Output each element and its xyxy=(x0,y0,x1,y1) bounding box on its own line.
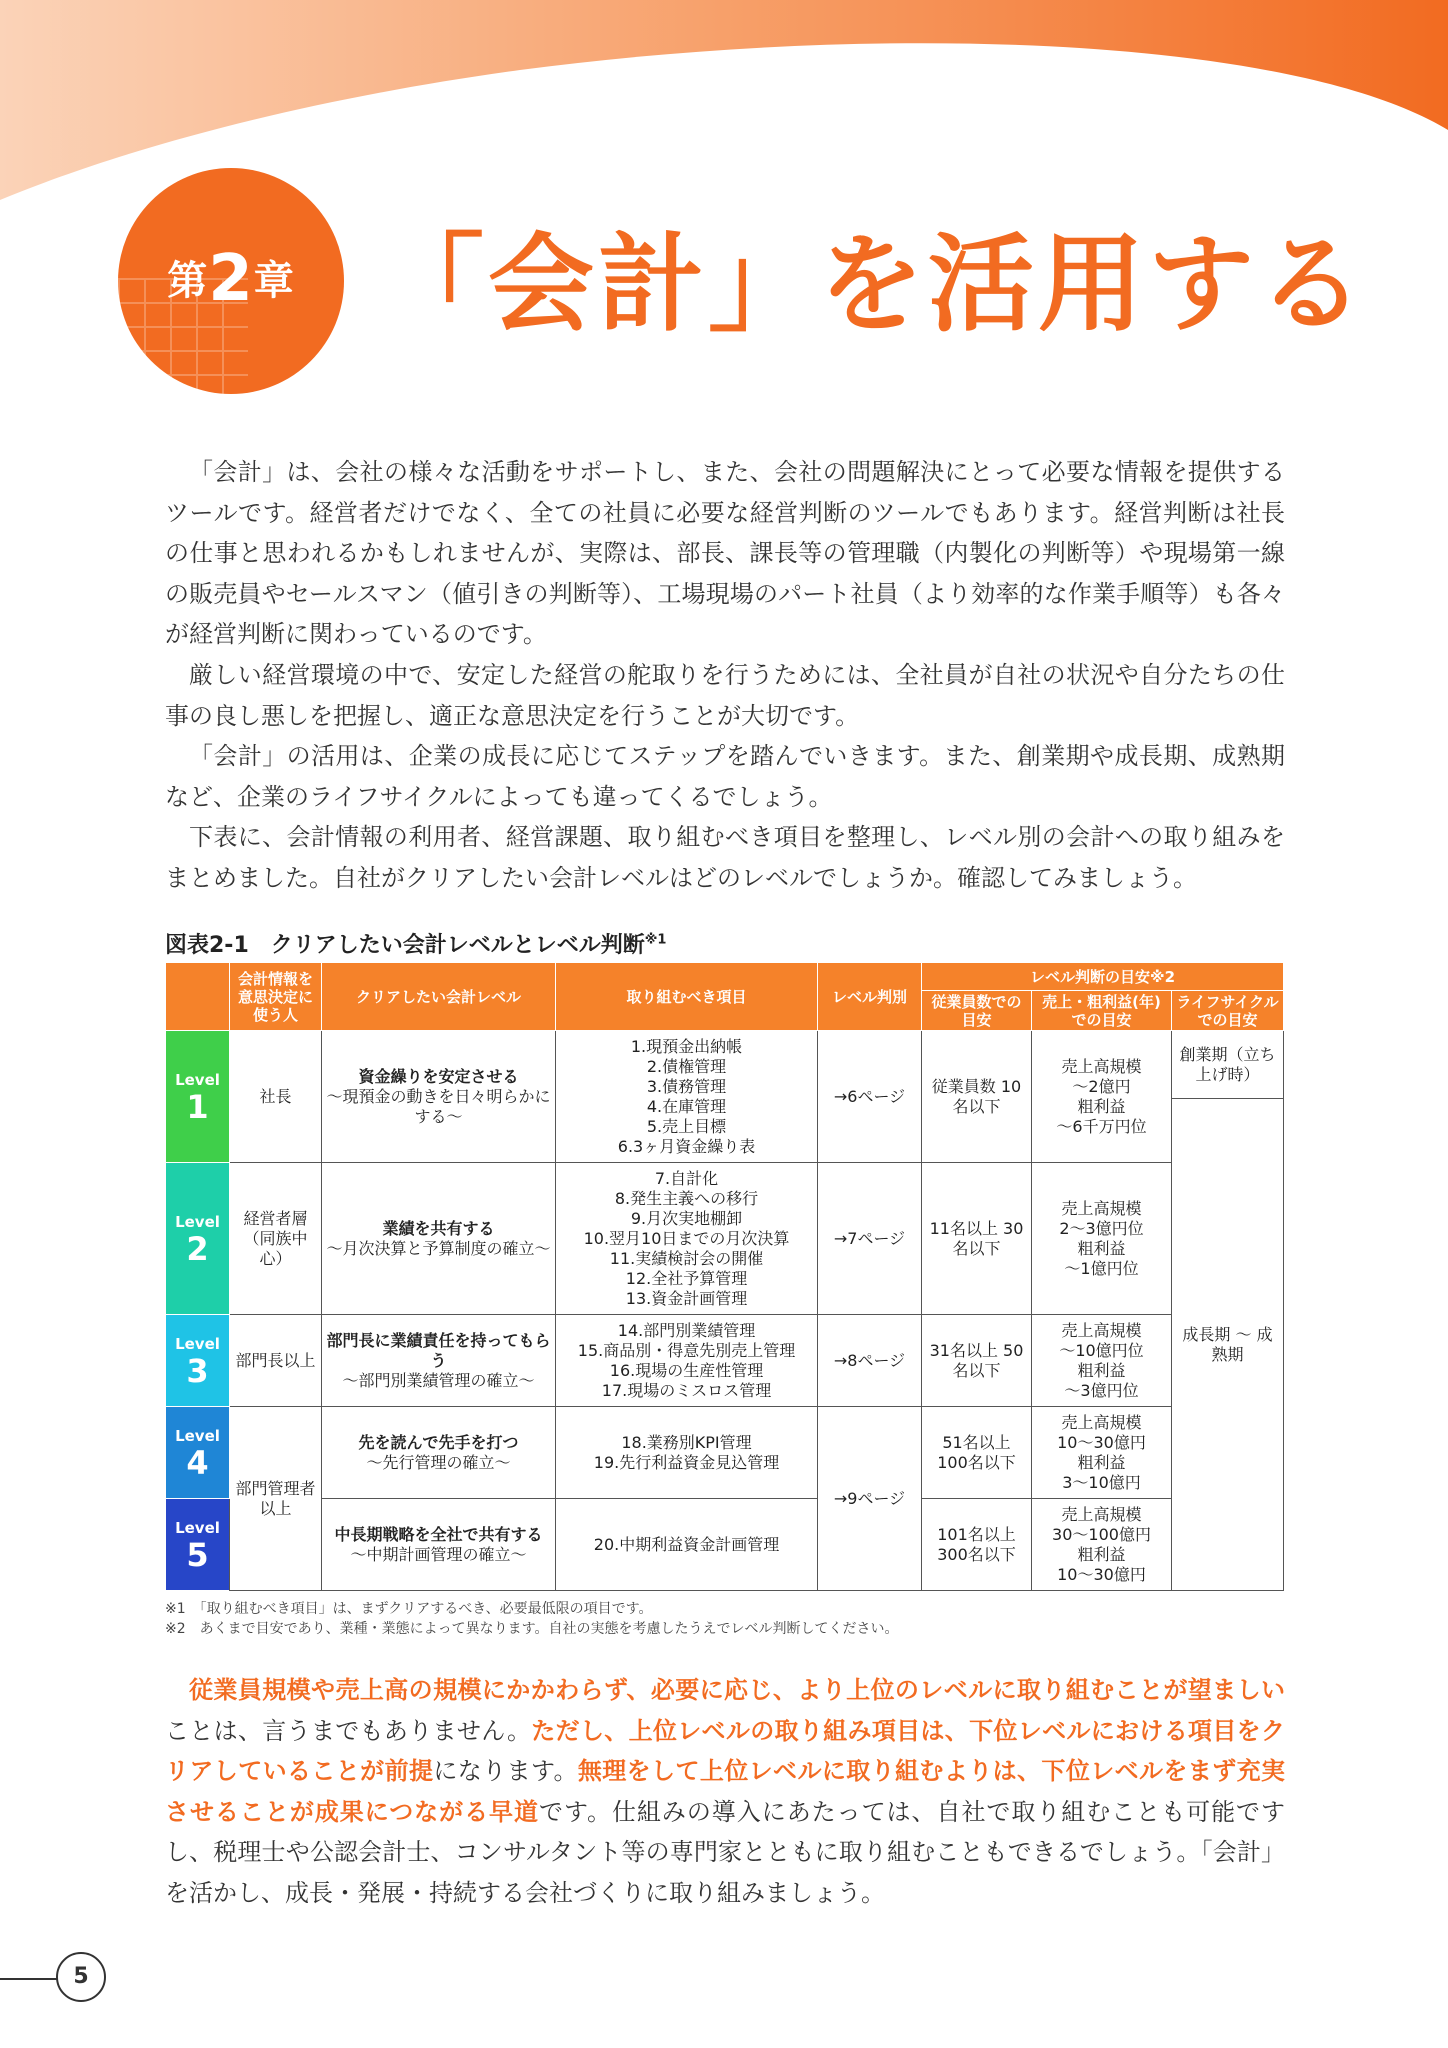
sales-cell: 売上高規模 10～30億円 粗利益 3～10億円 xyxy=(1032,1407,1172,1499)
highlight-text: 無理をして上位レベルに取り組むよりは、下位レベルをまず充実させることが成果につながる早道 xyxy=(165,1757,1285,1826)
level-badge-1: Level 1 xyxy=(166,1031,230,1163)
figure-title: 図表2-1 クリアしたい会計レベルとレベル判断$^{※1}$ xyxy=(165,932,667,958)
intro-paragraph: 「会計」は、会社の様々な活動をサポートし、また、会社の問題解決にとって必要な情報を提供するツールです。経営者だけでなく、全ての社員に必要な経営判断のツールでもあります。経営判断は社長の仕事と思われるかもしれませんが、実際は、部長、課長等の管理職（内製化の判断等）や現場第一線の販売員やセールスマン（値引きの判断等）、工場現場のパート社員（より効率的な作業手順等）も各々が経営判断に関わっているのです。 xyxy=(165,458,1285,649)
target-cell: 中長期戦略を全社で共有する ～中期計画管理の確立～ xyxy=(322,1499,556,1591)
level-table xyxy=(165,962,1284,1591)
items-cell: 18.業務別KPI管理 19.先行利益資金見込管理 xyxy=(556,1407,818,1499)
header-employees: 従業員数での目安 xyxy=(922,991,1032,1031)
page-ref: →7ページ xyxy=(818,1163,922,1315)
header-user: 会計情報を意思決定に使う人 xyxy=(230,963,322,1031)
sales-cell: 売上高規模 ～10億円位 粗利益 ～3億円位 xyxy=(1032,1315,1172,1407)
sales-cell: 売上高規模 2～3億円位 粗利益 ～1億円位 xyxy=(1032,1163,1172,1315)
closing-text xyxy=(165,1670,1285,1914)
table-notes xyxy=(165,1599,899,1639)
header-page: レベル判別 xyxy=(818,963,922,1031)
chapter-label: 第2章 xyxy=(167,242,295,316)
items-cell: 1.現預金出納帳 2.債権管理 3.債務管理 4.在庫管理 5.売上目標 6.3ヶ月資金繰り表 xyxy=(556,1031,818,1163)
items-cell: 7.自計化 8.発生主義への移行 9.月次実地棚卸 10.翌月10日までの月次決算 11.実績検討会の開催 12.全社予算管理 13.資金計画管理 xyxy=(556,1163,818,1315)
footer-line xyxy=(0,1978,60,1980)
header-items: 取り組むべき項目 xyxy=(556,963,818,1031)
intro-paragraph: 厳しい経営環境の中で、安定した経営の舵取りを行うためには、全社員が自社の状況や自分たちの仕事の良し悪しを把握し、適正な意思決定を行うことが大切です。 xyxy=(165,660,1285,730)
target-cell: 先を読んで先手を打つ ～先行管理の確立～ xyxy=(322,1407,556,1499)
page-ref: →6ページ xyxy=(818,1031,922,1163)
level-badge-3: Level 3 xyxy=(166,1315,230,1407)
level-badge-5: Level 5 xyxy=(166,1499,230,1591)
header-group: レベル判断の目安※2 xyxy=(922,963,1284,991)
sales-cell: 売上高規模 ～2億円 粗利益 ～6千万円位 xyxy=(1032,1031,1172,1163)
user-cell: 経営者層（同族中心） xyxy=(230,1163,322,1315)
lifecycle-growth: 成長期 ～ 成熟期 xyxy=(1172,1099,1284,1591)
intro-text xyxy=(165,452,1285,899)
items-cell: 14.部門別業績管理 15.商品別・得意先別売上管理 16.現場の生産性管理 17.現場のミスロス管理 xyxy=(556,1315,818,1407)
user-cell: 部門長以上 xyxy=(230,1315,322,1407)
level-badge-2: Level 2 xyxy=(166,1163,230,1315)
sales-cell: 売上高規模 30～100億円 粗利益 10～30億円 xyxy=(1032,1499,1172,1591)
header-blank xyxy=(166,963,230,1031)
target-cell: 部門長に業績責任を持ってもらう ～部門別業績管理の確立～ xyxy=(322,1315,556,1407)
employees-cell: 従業員数 10名以下 xyxy=(922,1031,1032,1163)
items-cell: 20.中期利益資金計画管理 xyxy=(556,1499,818,1591)
employees-cell: 11名以上 30名以下 xyxy=(922,1163,1032,1315)
chapter-title: 「会計」を活用する xyxy=(378,223,1368,346)
user-cell: 部門管理者以上 xyxy=(230,1407,322,1591)
intro-paragraph: 「会計」の活用は、企業の成長に応じてステップを踏んでいきます。また、創業期や成長期、成熟期など、企業のライフサイクルによっても違ってくるでしょう。 xyxy=(165,742,1285,811)
header-target: クリアしたい会計レベル xyxy=(322,963,556,1031)
closing-paragraph: 従業員規模や売上高の規模にかかわらず、必要に応じ、より上位のレベルに取り組むことが望ましいことは、言うまでもありません。ただし、上位レベルの取り組み項目は、下位レベルにおける項目をクリアしていることが前提になります。無理をして上位レベルに取り組むよりは、下位レベルをまず充実させることが成果につながる早道です。仕組みの導入にあたっては、自社で取り組むことも可能ですし、税理士や公認会計士、コンサルタント等の専門家とともに取り組むこともできるでしょう。「会計」を活かし、成長・発展・持続する会社づくりに取り組みましょう。 xyxy=(165,1676,1286,1907)
header-lifecycle: ライフサイクルでの目安 xyxy=(1172,991,1284,1031)
target-cell: 資金繰りを安定させる ～現預金の動きを日々明らかにする～ xyxy=(322,1031,556,1163)
user-cell: 社長 xyxy=(230,1031,322,1163)
level-badge-4: Level 4 xyxy=(166,1407,230,1499)
note-2: ※2 あくまで目安であり、業種・業態によって異なります。自社の実態を考慮したうえでレベル判断してください。 xyxy=(165,1621,899,1637)
page-ref: →8ページ xyxy=(818,1315,922,1407)
intro-paragraph: 下表に、会計情報の利用者、経営課題、取り組むべき項目を整理し、レベル別の会計への取り組みをまとめました。自社がクリアしたい会計レベルはどのレベルでしょうか。確認してみましょう。 xyxy=(165,823,1285,892)
highlight-text: 従業員規模や売上高の規模にかかわらず、必要に応じ、より上位のレベルに取り組むことが望ましい xyxy=(189,1676,1285,1704)
employees-cell: 101名以上 300名以下 xyxy=(922,1499,1032,1591)
page-ref: →9ページ xyxy=(818,1407,922,1591)
chapter-badge xyxy=(118,168,344,394)
target-cell: 業績を共有する ～月次決算と予算制度の確立～ xyxy=(322,1163,556,1315)
page-number: 5 xyxy=(56,1952,106,2002)
lifecycle-startup: 創業期（立ち上げ時） xyxy=(1172,1031,1284,1099)
note-1: ※1 「取り組むべき項目」は、まずクリアするべき、必要最低限の項目です。 xyxy=(165,1601,653,1617)
employees-cell: 51名以上 100名以下 xyxy=(922,1407,1032,1499)
header-sales: 売上・粗利益(年)での目安 xyxy=(1032,991,1172,1031)
employees-cell: 31名以上 50名以下 xyxy=(922,1315,1032,1407)
highlight-text: ただし、上位レベルの取り組み項目は、下位レベルにおける項目をクリアしていることが前提 xyxy=(165,1716,1285,1786)
